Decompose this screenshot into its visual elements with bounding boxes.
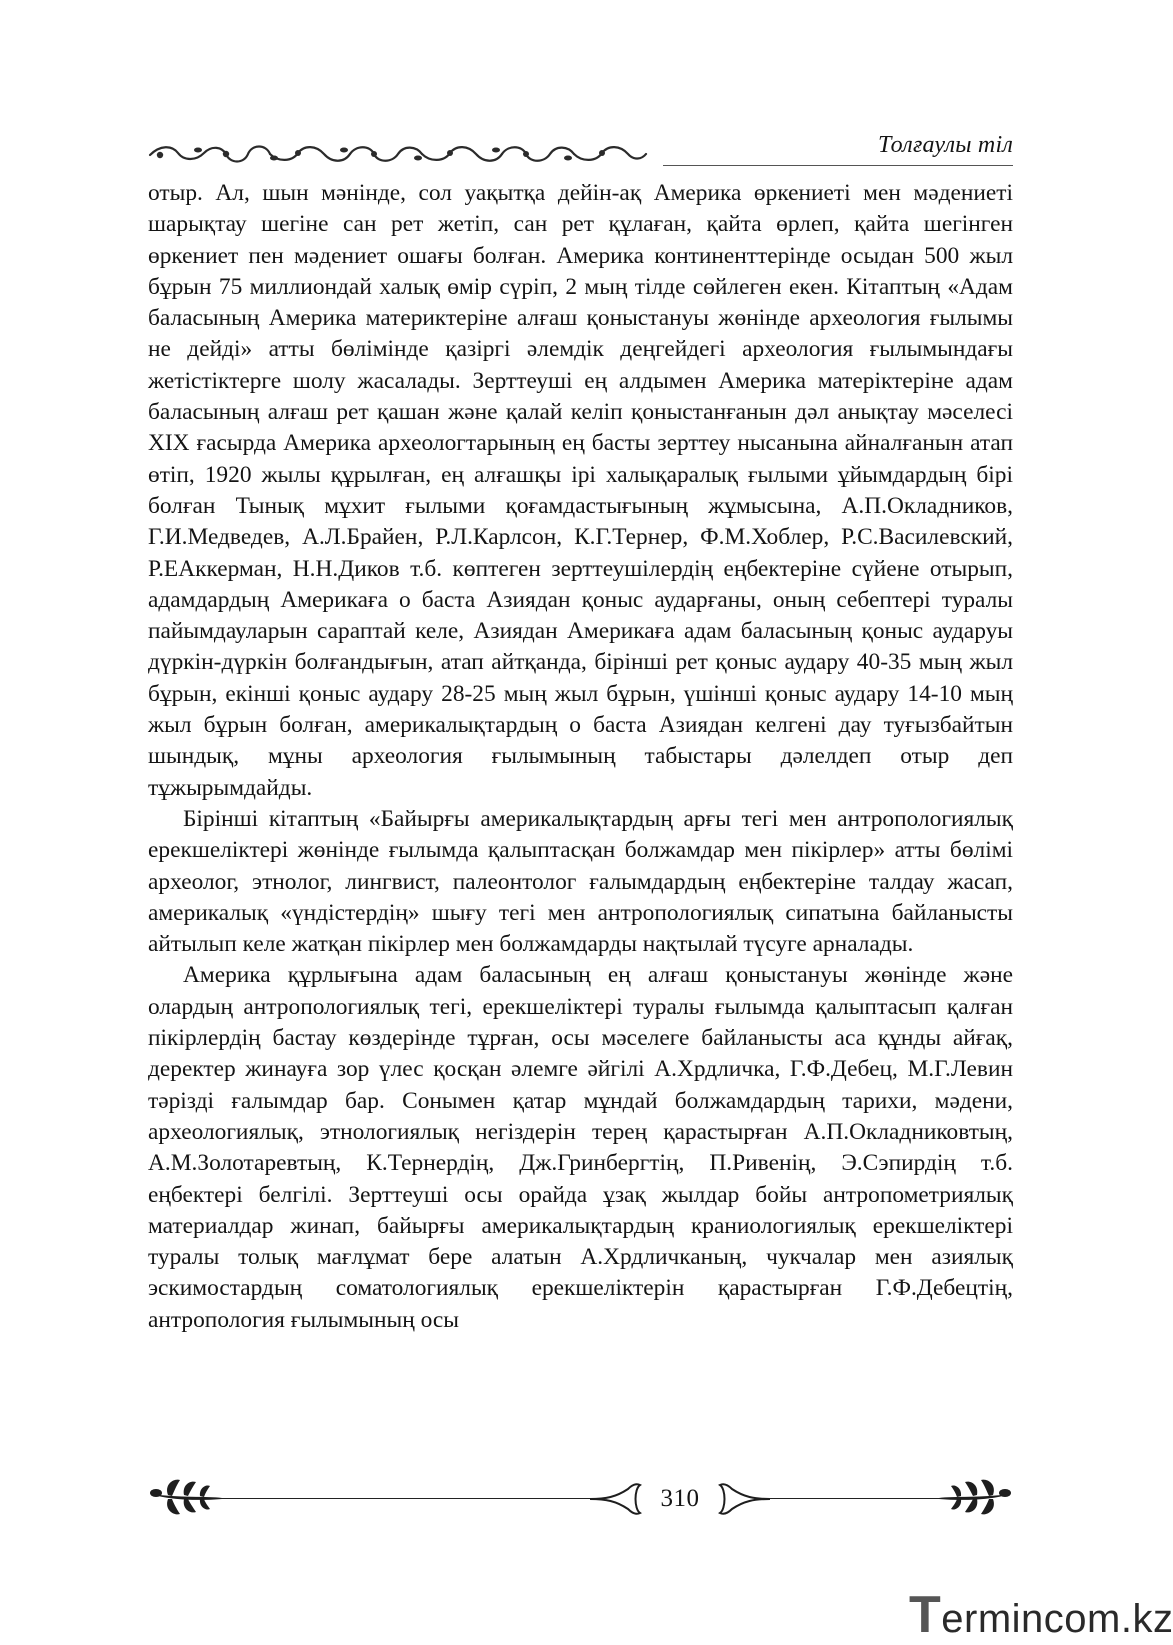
page-number-frame (588, 1479, 772, 1519)
footer-rule-right (770, 1498, 942, 1499)
watermark-text-b: m.kz (1087, 1597, 1173, 1641)
running-title: Толғаулы тіл (878, 132, 1013, 158)
right-leaf-ornament (937, 1476, 1013, 1520)
page-header (148, 128, 1013, 174)
paragraph-2: Бірінші кітаптың «Байырғы америкалықтардың арғы тегі мен антропологиялық ерекшеліктері жөнінде ғылымда қалыптасқан болжамдар мен пікірлер» атты бөлімі археолог, этнолог, лингвист, палеонтолог ғалымдардың еңбектеріне талдау жасап, америкалық «үндістердің» шығу тегі мен антропологиялық сипатына байланысты айтылып келе жатқан пікірлер мен болжамдарды нақтылай түсуге арналады. (148, 805, 1013, 958)
paragraph-1: отыр. Ал, шын мәнінде, сол уақытқа дейін-ақ Америка өркениеті мен мәдениеті шарықтау шегіне сан рет жетіп, сан рет құлаған, қайта өрлеп, қайта шегінген өркениет пен мәдениет ошағы болған. Америка континенттерінде осыдан 500 жыл бұрын 75 миллиондай халық өмір сүріп, 2 мың тілде сөйлеген екен. Кітаптың «Адам баласының Америка материктеріне алғаш қоныстануы жөнінде археология ғылымы не дейді» атты бөлімінде қазіргі әлемдік деңгейдегі археология ғылымындағы жетістіктерге шолу жасалады. Зерттеуші ең алдымен Америка матеріктеріне адам баласының алғаш рет қашан және қалай келіп қоныстанғанын дәл анықтау мәселесі XIX ғасырда Америка археологтарының ең басты зерттеу нысанына айналғанын атап өтіп, 1920 жылы құрылған, ең алғашқы ірі халықаралық ғылыми ұйымдардың бірі болған Тынық мұхит ғылыми қоғамдастығының жұмысына, А.П.Окладников, Г.И.Медведев, А.Л.Брайен, Р.Л.Карлсон, К.Г.Тернер, Ф.М.Хоблер, Р.С.Василевский, Р.ЕАккерман, Н.Н.Диков т.б. көптеген зерттеушілердің еңбектеріне сүйене отырып, адамдардың Америкаға о баста Азиядан қоныс аударғаны, оның себептері туралы пайымдауларын сараптай келе, Азиядан Америкаға адам баласының қоныс аударуы дүркін-дүркін болғандығын, атап айтқанда, бірінші рет қоныс аудару 40-35 мың жыл бұрын, екінші қоныс аудару 28-25 мың жыл бұрын, үшінші қоныс аудару 14-10 мың жыл бұрын болған, америкалықтардың о баста Азиядан келгені дау туғызбайтын шындық, мұны археология ғылымының табыстары дәлелдеп отыр деп тұжырымдайды. (148, 180, 1013, 801)
left-leaf-ornament (148, 1476, 224, 1520)
page-body (148, 178, 1013, 1336)
page-number: 310 (660, 1485, 700, 1512)
termincom-watermark (909, 1585, 1173, 1645)
watermark-circle-letter: o (1064, 1597, 1088, 1641)
decorative-header-ornament (148, 142, 648, 168)
paragraph-3: Америка құрлығына адам баласының ең алғаш қоныстануы жөнінде және олардың антропологиялық тегі, ерекшеліктері туралы ғылымда қалыптасып қалған пікірлердің бастау көздерінде тұрған, осы мәселеге байланысты аса құнды айғақ, деректер жинауға зор үлес қосқан әлемге әйгілі А.Хрдличка, Г.Ф.Дебец, М.Г.Левин тәрізді ғалымдар бар. Сонымен қатар мұндай болжамдардың тарихи, мәдени, археологиялық, этнологиялық негіздерін терең қарастырған А.П.Окладниковтың, А.М.Золотаревтың, К.Тернердің, Дж.Гринбергтің, П.Ривенің, Э.Сэпирдің т.б. еңбектері белгілі. Зерттеуші осы орайда ұзақ жылдар бойы антропометриялық материалдар жинап, байырғы америкалықтардың краниологиялық ерекшеліктері туралы толық мағлұмат бере алатын А.Хрдличканың, чукчалар мен азиялық эскимостардың соматологиялық ерекшеліктерін қарастырған Г.Ф.Дебецтің, антропология ғылымының осы (148, 962, 1013, 1333)
watermark-initial: T (909, 1586, 942, 1644)
header-rule (663, 165, 1013, 166)
footer-rule-left (220, 1498, 590, 1499)
watermark-text-a: erminc (941, 1597, 1065, 1641)
page-footer (148, 1468, 1013, 1528)
